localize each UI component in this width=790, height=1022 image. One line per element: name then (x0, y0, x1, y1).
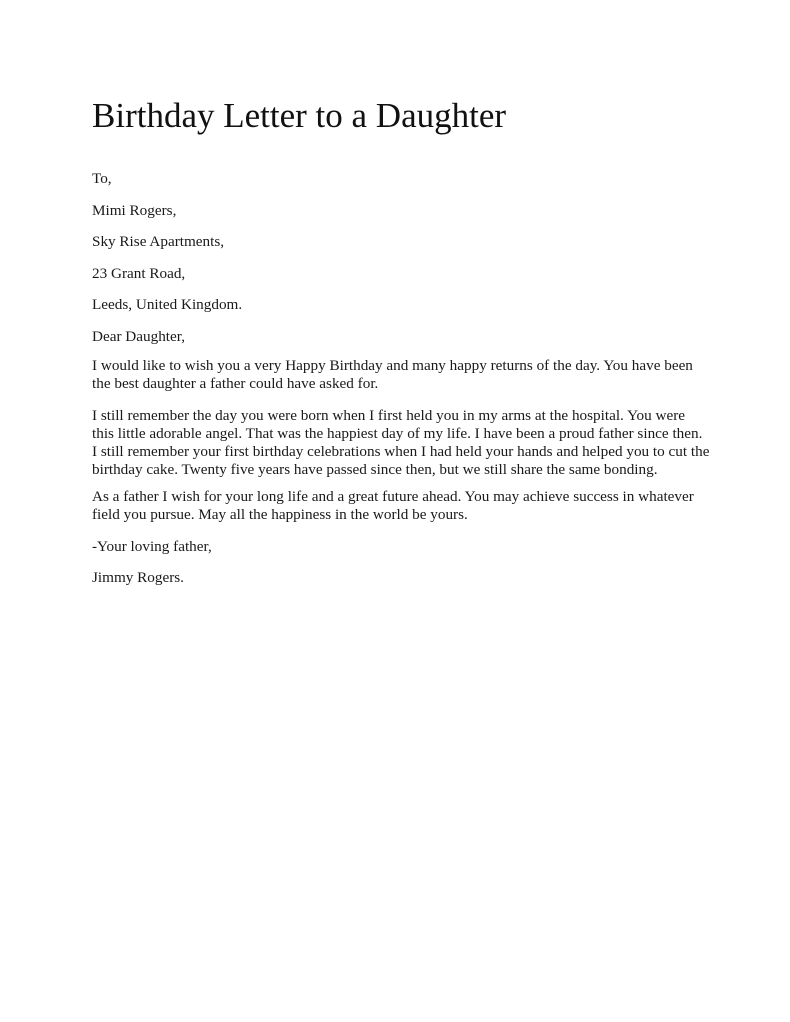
paragraph-line: I still remember your first birthday celebrations when I had held your hands and helped you to cut the (92, 443, 710, 460)
signature: Jimmy Rogers. (92, 569, 184, 586)
salutation-to: To, (92, 170, 112, 187)
paragraph-1 (92, 357, 732, 393)
document-title: Birthday Letter to a Daughter (92, 96, 507, 135)
recipient-address-line-2: 23 Grant Road, (92, 265, 186, 282)
paragraph-3 (92, 488, 732, 524)
paragraph-2 (92, 407, 732, 479)
paragraph-line: I would like to wish you a very Happy Birthday and many happy returns of the day. You have been (92, 357, 693, 374)
recipient-name: Mimi Rogers, (92, 202, 177, 219)
greeting: Dear Daughter, (92, 328, 186, 345)
recipient-address-line-1: Sky Rise Apartments, (92, 233, 225, 250)
paragraph-line: I still remember the day you were born when I first held you in my arms at the hospital. You were (92, 407, 686, 424)
closing: -Your loving father, (92, 538, 212, 555)
paragraph-line: field you pursue. May all the happiness in the world be yours. (92, 506, 468, 523)
paragraph-line: birthday cake. Twenty five years have passed since then, but we still share the same bonding. (92, 461, 658, 478)
recipient-address-line-3: Leeds, United Kingdom. (92, 296, 243, 313)
paragraph-line: the best daughter a father could have asked for. (92, 375, 379, 392)
paragraph-line: As a father I wish for your long life and a great future ahead. You may achieve success in whatever (92, 488, 694, 505)
paragraph-line: this little adorable angel. That was the happiest day of my life. I have been a proud father since then. (92, 425, 703, 442)
